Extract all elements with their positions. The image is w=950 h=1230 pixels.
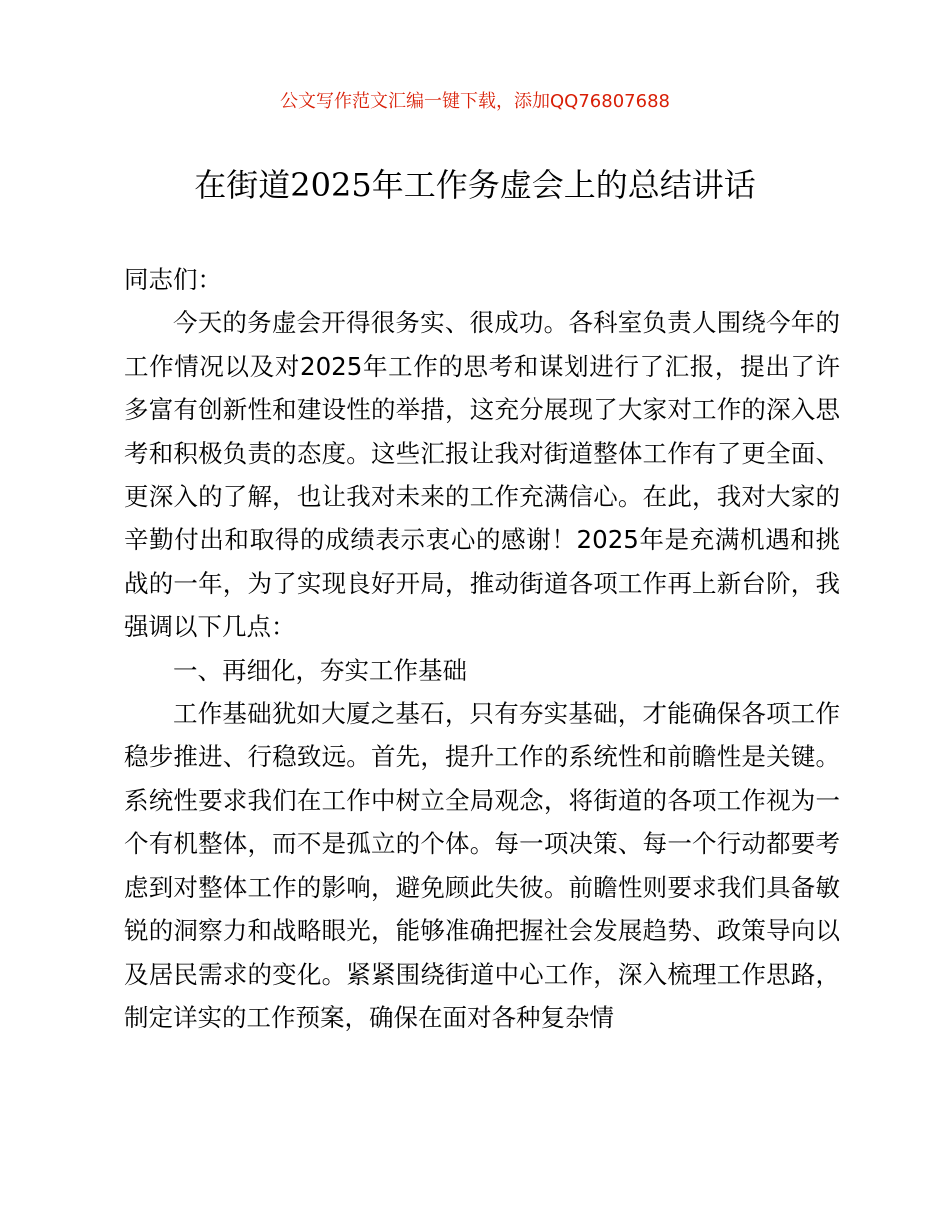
- document-body: [124, 258, 840, 1039]
- section-heading: 一、再细化，夯实工作基础: [173, 655, 467, 685]
- intro-paragraph: 今天的务虚会开得很务实、很成功。各科室负责人围绕今年的工作情况以及对2025年工作的思考和谋划进行了汇报，提出了许多富有创新性和建设性的举措，这充分展现了大家对工作的深入思考和积极负责的态度。这些汇报让我对街道整体工作有了更全面、更深入的了解，也让我对未来的工作充满信心。在此，我对大家的辛勤付出和取得的成绩表示衷心的感谢！2025年是充满机遇和挑战的一年，为了实现良好开局，推动街道各项工作再上新台阶，我强调以下几点：: [124, 308, 840, 642]
- document-title: 在街道2025年工作务虚会上的总结讲话: [194, 166, 756, 204]
- section-paragraph: 工作基础犹如大厦之基石，只有夯实基础，才能确保各项工作稳步推进、行稳致远。首先，提升工作的系统性和前瞻性是关键。系统性要求我们在工作中树立全局观念，将街道的各项工作视为一个有机整体，而不是孤立的个体。每一项决策、每一个行动都要考虑到对整体工作的影响，避免顾此失彼。前瞻性则要求我们具备敏锐的洞察力和战略眼光，能够准确把握社会发展趋势、政策导向以及居民需求的变化。紧紧围绕街道中心工作，深入梳理工作思路，制定详实的工作预案，确保在面对各种复杂情: [124, 699, 840, 1032]
- download-banner: 公文写作范文汇编一键下载，添加QQ76807688: [280, 91, 670, 112]
- salutation: 同志们：: [124, 265, 222, 294]
